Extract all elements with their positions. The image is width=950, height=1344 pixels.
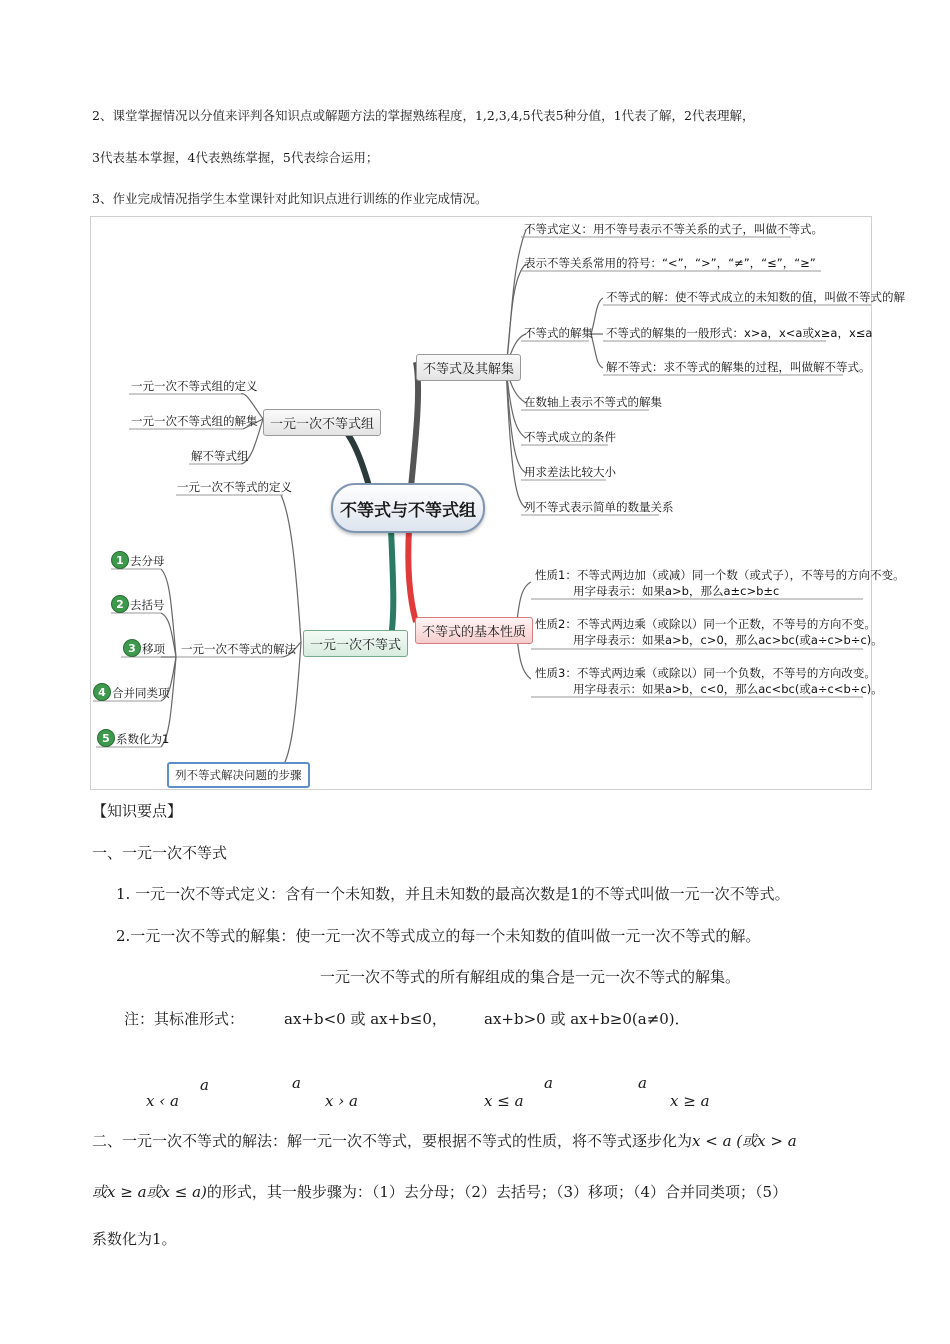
prop-2-line2: 用字母表示：如果a>b，c>0，那么ac>bc(或a÷c>b÷c)。 [573,633,883,647]
mind-map-center-node: 不等式与不等式组 [331,483,485,533]
item-2b-text: 一元一次不等式的所有解组成的集合是一元一次不等式的解集。 [320,968,741,986]
section-2-math-1: x < a (或x > a [692,1132,797,1150]
system-item-solution-set: 一元一次不等式组的解集 [131,414,258,428]
prop-2-line1: 性质2：不等式两边乘（或除以）同一个正数，不等号的方向不变。 [535,617,876,631]
system-item-definition: 一元一次不等式组的定义 [131,379,258,393]
section-2-text-c: 系数化为1。 [92,1230,177,1248]
node-system: 一元一次不等式组 [263,409,381,436]
node-solution-set: 不等式及其解集 [416,354,521,381]
step-4-icon: 4 [93,683,111,701]
math-sup-2: a [292,1074,301,1092]
linear-item-steps: 列不等式解决问题的步骤 [167,762,310,788]
note-form-2: ax+b>0 或 ax+b≥0(a≠0)． [484,1010,690,1028]
prop-1-line1: 性质1：不等式两边加（或减）同一个数（或式子），不等号的方向不变。 [535,568,905,582]
linear-item-definition: 一元一次不等式的定义 [177,480,292,494]
step-3-label: 移项 [142,642,165,656]
item-1-text: 1. 一元一次不等式定义：含有一个未知数，并且未知数的最高次数是1的不等式叫做一元一次不等式。 [116,885,790,903]
step-1-icon: 1 [111,551,129,569]
section-2-math-2: 或x ≥ a或x ≤ a) [92,1183,207,1201]
step-2-icon: 2 [111,595,129,613]
section-2-steps: 的形式，其一般步骤为：（1）去分母；（2）去括号；（3）移项；（4）合并同类项；（5） [206,1183,788,1201]
item-2-text: 2.一元一次不等式的解集：使一元一次不等式成立的每一个未知数的值叫做一元一次不等式的解。 [116,927,761,945]
step-2-label: 去括号 [130,598,165,612]
section-2-text-b [92,1181,787,1202]
section-2-lead: 二、一元一次不等式的解法：解一元一次不等式，要根据不等式的性质，将不等式逐步化为 [92,1132,693,1150]
text-symbols: 表示不等关系常用的符号：“<”，“>”，“≠”，“≤”，“≥” [524,256,816,270]
text-solving: 解不等式：求不等式的解集的过程，叫做解不等式。 [606,360,871,374]
text-solutions-group: 不等式的解集 [524,326,593,340]
node-basic-props: 不等式的基本性质 [415,617,533,644]
math-expr-4: x ≥ a [670,1092,710,1110]
mind-map [90,216,905,790]
text-number-line: 在数轴上表示不等式的解集 [524,395,662,409]
knowledge-heading: 【知识要点】 [92,802,183,820]
step-5-icon: 5 [97,729,115,747]
step-5-label: 系数化为1 [116,732,170,746]
note-form-1: ax+b<0 或 ax+b≤0， [284,1010,447,1028]
prop-3-line2: 用字母表示：如果a>b，c<0，那么ac<bc(或a÷c<b÷c)。 [573,682,883,696]
text-general-form: 不等式的解集的一般形式：x>a，x<a或x≥a，x≤a [606,326,873,340]
intro-line-1: 2、课堂掌握情况以分值来评判各知识点或解题方法的掌握熟练程度，1,2,3,4,5代表5种分值，1代表了解，2代表理解， [92,108,755,123]
text-subtraction: 用求差法比较大小 [524,465,616,479]
math-sup-1: a [200,1076,209,1094]
text-definition: 不等式定义：用不等号表示不等关系的式子，叫做不等式。 [524,222,823,236]
prop-1-line2: 用字母表示：如果a>b，那么a±c>b±c [573,584,780,598]
math-sup-4: a [638,1074,647,1092]
text-word-problem: 列不等式表示简单的数量关系 [524,500,674,514]
prop-3-line1: 性质3：不等式两边乘（或除以）同一个负数，不等号的方向改变。 [535,666,876,680]
math-expr-2: x › a [325,1092,358,1110]
intro-line-2: 3代表基本掌握，4代表熟练掌握，5代表综合运用； [92,150,379,165]
math-expr-1: x ‹ a [146,1092,179,1110]
note-label: 注：其标准形式： [124,1010,245,1028]
step-1-label: 去分母 [130,554,165,568]
linear-item-method: 一元一次不等式的解法 [181,642,296,656]
section-1-title: 一、一元一次不等式 [92,844,228,862]
intro-line-3: 3、作业完成情况指学生本堂课针对此知识点进行训练的作业完成情况。 [92,191,488,206]
math-sup-3: a [544,1074,553,1092]
step-4-label: 合并同类项 [112,686,170,700]
text-conditions: 不等式成立的条件 [524,430,616,444]
node-linear: 一元一次不等式 [303,630,408,657]
system-item-solve: 解不等式组 [191,449,249,463]
step-3-icon: 3 [123,639,141,657]
math-expr-3: x ≤ a [484,1092,524,1110]
section-2-text-a [92,1130,797,1151]
text-solution: 不等式的解：使不等式成立的未知数的值，叫做不等式的解 [606,290,905,304]
